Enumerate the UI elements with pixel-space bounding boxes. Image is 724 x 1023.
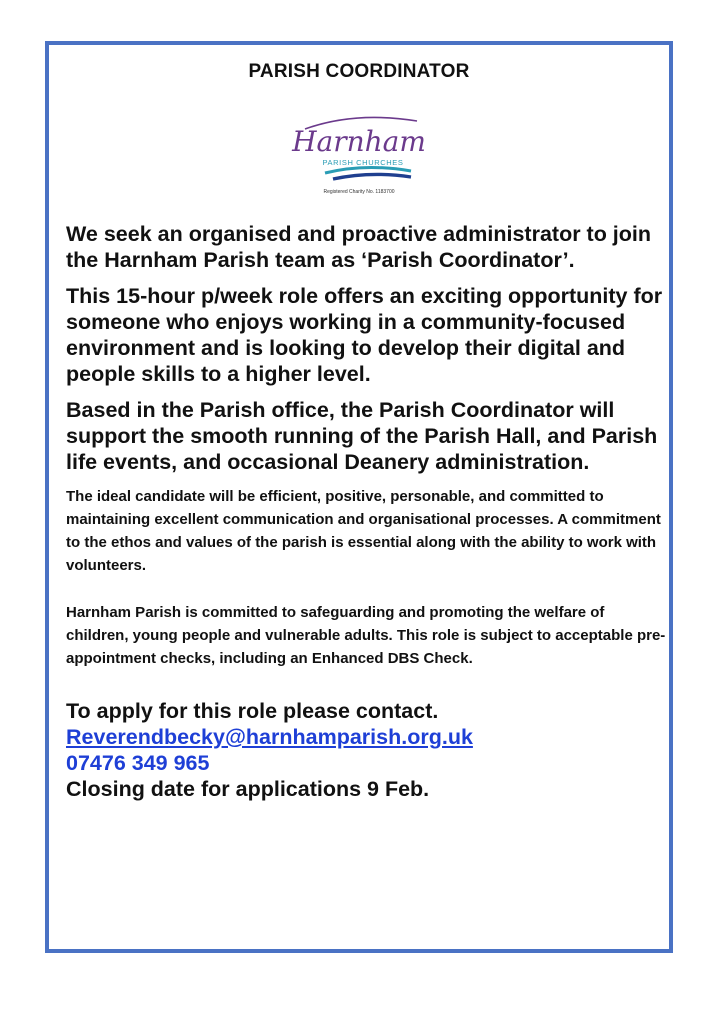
logo-registration: Registered Charity No. 1183700	[323, 189, 395, 195]
logo-wave-navy	[333, 174, 411, 179]
page-title: PARISH COORDINATOR	[248, 61, 470, 82]
location-paragraph: Based in the Parish office, the Parish Coordinator will support the smooth running of the Parish Hall, and Parish life events, and occasional Deanery administration.	[66, 398, 658, 474]
poster-content	[66, 221, 666, 802]
contact-intro: To apply for this role please contact.	[66, 699, 439, 723]
logo-wave-teal	[325, 167, 411, 173]
safeguarding-paragraph: Harnham Parish is committed to safeguarding and promoting the welfare of children, young people and vulnerable adults. This role is subject to acceptable pre-appointment checks, including an Enhanced DBS Check.	[66, 604, 666, 667]
contact-email-link[interactable]: Reverendbecky@harnhamparish.org.uk	[66, 725, 473, 749]
contact-block	[66, 698, 666, 802]
contact-phone: 07476 349 965	[66, 751, 210, 775]
candidate-paragraph: The ideal candidate will be efficient, positive, personable, and committed to maintaining excellent communication and organisational processes. A commitment to the ethos and values of the parish is essential along with the ability to work with volunteers.	[66, 488, 661, 574]
role-paragraph: This 15-hour p/week role offers an exciting opportunity for someone who enjoys working in a community-focused environment and is looking to develop their digital and people skills to a higher level.	[66, 284, 663, 386]
logo-subtitle: PARISH CHURCHES	[322, 158, 404, 167]
logo-wordmark: Harnham	[292, 125, 426, 158]
poster-frame	[45, 41, 673, 953]
closing-date: Closing date for applications 9 Feb.	[66, 777, 430, 801]
harnham-parish-logo	[285, 107, 433, 197]
intro-paragraph: We seek an organised and proactive administrator to join the Harnham Parish team as ‘Parish Coordinator’.	[66, 222, 652, 272]
